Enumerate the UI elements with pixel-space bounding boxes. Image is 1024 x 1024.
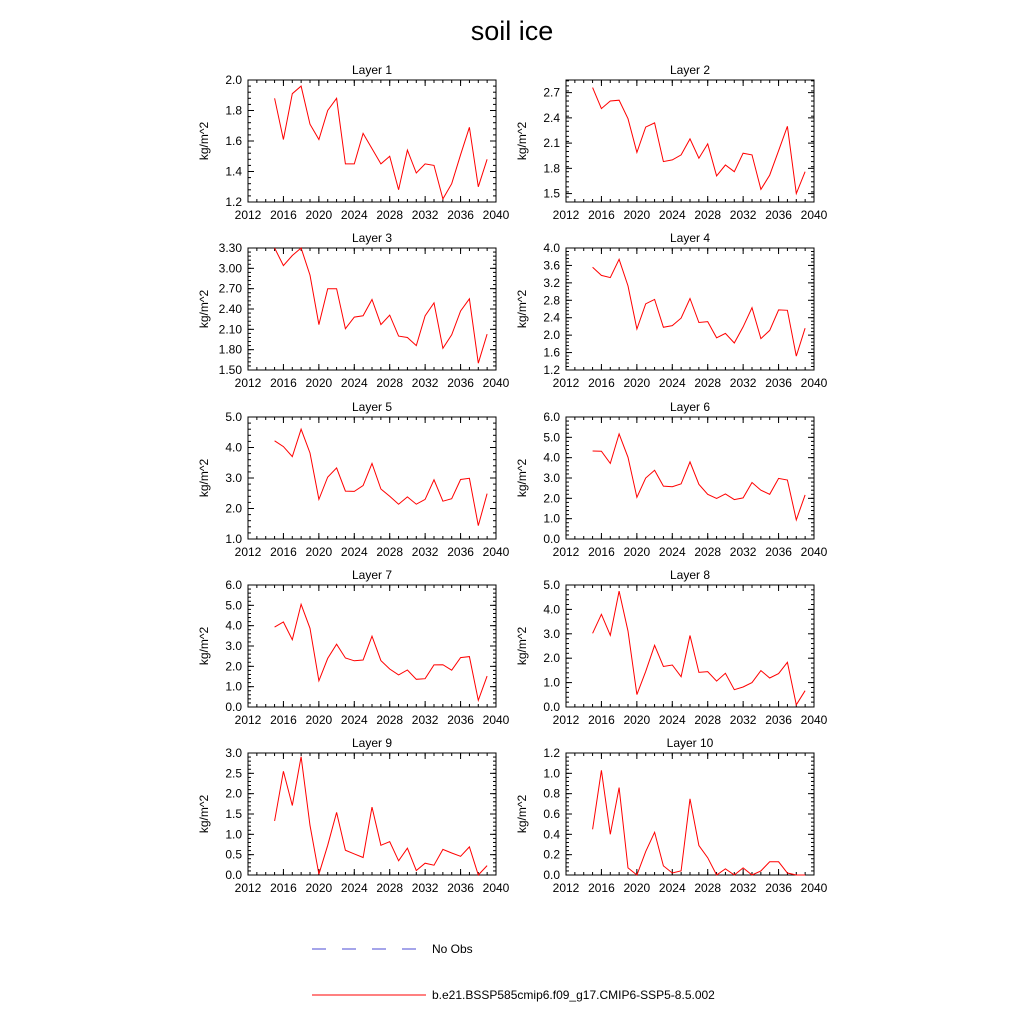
y-tick-label: 1.80 <box>218 342 242 357</box>
x-tick-label: 2028 <box>694 713 722 727</box>
y-tick-label: 2.0 <box>225 501 242 516</box>
y-tick-label: 3.0 <box>543 471 560 485</box>
plot-frame <box>248 80 496 202</box>
y-axis-label: kg/m^2 <box>515 121 529 161</box>
y-axis-label: kg/m^2 <box>515 794 529 834</box>
y-tick-label: 2.0 <box>543 328 560 343</box>
x-tick-label: 2016 <box>588 208 615 222</box>
x-tick-label: 2032 <box>411 545 439 559</box>
series-line <box>593 88 806 194</box>
plot-frame <box>248 417 496 539</box>
x-tick-label: 2040 <box>482 208 510 222</box>
x-tick-label: 2028 <box>694 545 722 559</box>
x-tick-label: 2032 <box>729 881 757 895</box>
x-tick-label: 2024 <box>340 713 368 727</box>
y-tick-label: 3.0 <box>225 471 242 485</box>
chart-panel-layer-8 <box>515 568 828 727</box>
y-tick-label: 2.70 <box>218 281 242 296</box>
x-tick-label: 2028 <box>376 713 404 727</box>
x-tick-label: 2036 <box>447 713 474 727</box>
y-axis-label: kg/m^2 <box>197 289 211 329</box>
x-tick-label: 2016 <box>270 881 297 895</box>
y-axis-label: kg/m^2 <box>515 289 529 329</box>
x-tick-label: 2024 <box>658 376 686 390</box>
y-tick-label: 3.00 <box>218 261 242 276</box>
y-tick-label: 2.4 <box>543 310 560 325</box>
x-tick-label: 2028 <box>376 545 404 559</box>
x-tick-label: 2016 <box>270 376 297 390</box>
x-tick-label: 2040 <box>800 881 828 895</box>
y-tick-label: 1.5 <box>543 186 560 201</box>
y-axis-label: kg/m^2 <box>197 458 211 498</box>
y-tick-label: 2.40 <box>218 302 242 316</box>
y-tick-label: 0.0 <box>225 868 242 882</box>
y-tick-label: 0.0 <box>543 700 560 714</box>
y-tick-label: 0.6 <box>543 807 560 821</box>
chart-panel-layer-2 <box>515 63 828 222</box>
y-tick-label: 0.0 <box>543 532 560 546</box>
series-line <box>275 248 488 363</box>
x-tick-label: 2036 <box>447 376 474 390</box>
y-tick-label: 2.0 <box>225 786 242 801</box>
chart-panel-layer-3 <box>197 231 510 390</box>
x-tick-label: 2024 <box>658 881 686 895</box>
x-tick-label: 2012 <box>552 881 580 895</box>
y-tick-label: 0.4 <box>543 827 560 842</box>
x-tick-label: 2028 <box>694 208 722 222</box>
y-tick-label: 5.0 <box>225 598 242 613</box>
y-tick-label: 3.0 <box>225 639 242 653</box>
x-tick-label: 2016 <box>270 713 297 727</box>
x-tick-label: 2024 <box>340 881 368 895</box>
series-line <box>593 434 806 520</box>
x-tick-label: 2020 <box>305 208 333 222</box>
y-tick-label: 6.0 <box>225 578 242 592</box>
y-axis-label: kg/m^2 <box>197 794 211 834</box>
x-tick-label: 2032 <box>411 881 439 895</box>
y-tick-label: 4.0 <box>543 450 560 465</box>
y-tick-label: 2.5 <box>225 766 242 781</box>
panel-title: Layer 3 <box>351 231 393 245</box>
plot-frame <box>566 417 814 539</box>
y-tick-label: 0.0 <box>225 700 242 714</box>
y-tick-label: 1.8 <box>225 103 242 118</box>
x-tick-label: 2040 <box>482 545 510 559</box>
x-tick-label: 2032 <box>729 713 757 727</box>
y-tick-label: 4.0 <box>543 241 560 255</box>
x-tick-label: 2020 <box>623 881 651 895</box>
series-line <box>275 429 488 525</box>
x-tick-label: 2032 <box>411 376 439 390</box>
panel-title: Layer 8 <box>669 568 711 582</box>
y-tick-label: 1.0 <box>225 679 242 694</box>
x-tick-label: 2012 <box>552 545 580 559</box>
x-tick-label: 2028 <box>376 376 404 390</box>
y-tick-label: 4.0 <box>543 602 560 617</box>
x-tick-label: 2028 <box>376 881 404 895</box>
y-tick-label: 1.2 <box>543 746 560 760</box>
panel-title: Layer 2 <box>669 63 711 77</box>
y-tick-label: 1.50 <box>218 363 242 377</box>
x-tick-label: 2040 <box>800 713 828 727</box>
x-tick-label: 2028 <box>694 376 722 390</box>
y-tick-label: 1.0 <box>225 532 242 546</box>
y-tick-label: 2.0 <box>225 659 242 674</box>
y-axis-label: kg/m^2 <box>197 121 211 161</box>
x-tick-label: 2012 <box>234 208 262 222</box>
x-tick-label: 2036 <box>765 376 792 390</box>
x-tick-label: 2040 <box>800 208 828 222</box>
legend-model-label: b.e21.BSSP585cmip6.f09_g17.CMIP6-SSP5-8.5.002 <box>432 988 715 1002</box>
y-tick-label: 5.0 <box>543 430 560 445</box>
y-tick-label: 1.2 <box>543 363 560 377</box>
x-tick-label: 2040 <box>800 376 828 390</box>
chart-panel-layer-7 <box>197 568 510 727</box>
panel-title: Layer 9 <box>351 736 393 750</box>
x-tick-label: 2012 <box>552 208 580 222</box>
y-tick-label: 1.0 <box>543 511 560 526</box>
panel-title: Layer 7 <box>351 568 393 582</box>
y-tick-label: 0.0 <box>543 868 560 882</box>
y-tick-label: 2.7 <box>543 85 560 100</box>
plot-frame <box>248 585 496 707</box>
plot-frame <box>248 753 496 875</box>
x-tick-label: 2016 <box>588 713 615 727</box>
x-tick-label: 2020 <box>623 713 651 727</box>
x-tick-label: 2036 <box>765 881 792 895</box>
series-line <box>275 604 488 700</box>
y-tick-label: 1.0 <box>543 766 560 781</box>
x-tick-label: 2036 <box>447 545 474 559</box>
y-tick-label: 2.8 <box>543 293 560 308</box>
y-tick-label: 3.0 <box>225 746 242 760</box>
x-tick-label: 2012 <box>234 376 262 390</box>
x-tick-label: 2016 <box>588 545 615 559</box>
x-tick-label: 2016 <box>588 881 615 895</box>
x-tick-label: 2016 <box>270 545 297 559</box>
y-tick-label: 5.0 <box>225 410 242 424</box>
y-tick-label: 2.0 <box>225 73 242 87</box>
y-axis-label: kg/m^2 <box>515 626 529 666</box>
y-axis-label: kg/m^2 <box>515 458 529 498</box>
y-tick-label: 3.0 <box>543 626 560 641</box>
x-tick-label: 2020 <box>623 545 651 559</box>
chart-panel-layer-10 <box>515 736 828 895</box>
chart-panel-layer-1 <box>197 63 510 222</box>
x-tick-label: 2028 <box>694 881 722 895</box>
y-tick-label: 4.0 <box>225 618 242 633</box>
x-tick-label: 2036 <box>765 713 792 727</box>
x-tick-label: 2032 <box>411 208 439 222</box>
x-tick-label: 2036 <box>765 545 792 559</box>
panel-title: Layer 10 <box>666 736 714 750</box>
page-title: soil ice <box>470 16 554 46</box>
y-tick-label: 5.0 <box>543 578 560 592</box>
series-line <box>593 770 806 875</box>
x-tick-label: 2032 <box>729 208 757 222</box>
y-tick-label: 3.2 <box>543 275 560 290</box>
x-tick-label: 2036 <box>447 208 474 222</box>
x-tick-label: 2012 <box>552 713 580 727</box>
x-tick-label: 2032 <box>729 545 757 559</box>
y-tick-label: 2.10 <box>218 322 242 337</box>
x-tick-label: 2024 <box>658 545 686 559</box>
x-tick-label: 2012 <box>234 545 262 559</box>
y-tick-label: 6.0 <box>543 410 560 424</box>
x-tick-label: 2040 <box>482 713 510 727</box>
y-tick-label: 0.5 <box>225 847 242 862</box>
x-tick-label: 2020 <box>305 881 333 895</box>
x-tick-label: 2024 <box>340 208 368 222</box>
chart-panel-layer-5 <box>197 400 510 559</box>
plot-frame <box>566 585 814 707</box>
x-tick-label: 2020 <box>305 545 333 559</box>
y-tick-label: 3.30 <box>218 241 242 255</box>
x-tick-label: 2040 <box>800 545 828 559</box>
x-tick-label: 2020 <box>623 208 651 222</box>
y-tick-label: 2.0 <box>543 651 560 666</box>
y-tick-label: 2.1 <box>543 136 560 151</box>
x-tick-label: 2012 <box>234 881 262 895</box>
x-tick-label: 2024 <box>658 208 686 222</box>
series-line <box>593 259 806 356</box>
x-tick-label: 2040 <box>482 881 510 895</box>
x-tick-label: 2016 <box>588 376 615 390</box>
y-tick-label: 1.0 <box>225 827 242 842</box>
legend-obs-label: No Obs <box>432 942 473 956</box>
y-tick-label: 3.6 <box>543 258 560 273</box>
y-tick-label: 0.8 <box>543 786 560 801</box>
plot-frame <box>566 753 814 875</box>
chart-panel-layer-9 <box>197 736 510 895</box>
plot-frame <box>566 80 814 202</box>
x-tick-label: 2024 <box>658 713 686 727</box>
panel-title: Layer 4 <box>669 231 711 245</box>
y-tick-label: 1.4 <box>225 164 242 179</box>
series-line <box>593 591 806 705</box>
plot-frame <box>248 248 496 370</box>
y-axis-label: kg/m^2 <box>197 626 211 666</box>
x-tick-label: 2020 <box>623 376 651 390</box>
x-tick-label: 2024 <box>340 545 368 559</box>
panel-title: Layer 1 <box>351 63 393 77</box>
series-line <box>275 86 488 199</box>
y-tick-label: 1.2 <box>225 195 242 209</box>
y-tick-label: 0.2 <box>543 847 560 862</box>
x-tick-label: 2012 <box>552 376 580 390</box>
series-line <box>275 757 488 875</box>
panel-title: Layer 6 <box>669 400 711 414</box>
panel-title: Layer 5 <box>351 400 393 414</box>
y-tick-label: 4.0 <box>225 440 242 455</box>
chart-panel-layer-4 <box>515 231 828 390</box>
x-tick-label: 2032 <box>411 713 439 727</box>
chart-panel-layer-6 <box>515 400 828 559</box>
x-tick-label: 2028 <box>376 208 404 222</box>
y-tick-label: 1.0 <box>543 675 560 690</box>
x-tick-label: 2016 <box>270 208 297 222</box>
y-tick-label: 1.8 <box>543 161 560 176</box>
y-tick-label: 2.0 <box>543 491 560 506</box>
x-tick-label: 2020 <box>305 376 333 390</box>
y-tick-label: 1.5 <box>225 807 242 821</box>
y-tick-label: 1.6 <box>225 134 242 148</box>
x-tick-label: 2020 <box>305 713 333 727</box>
x-tick-label: 2036 <box>447 881 474 895</box>
x-tick-label: 2040 <box>482 376 510 390</box>
y-tick-label: 2.4 <box>543 110 560 125</box>
x-tick-label: 2036 <box>765 208 792 222</box>
x-tick-label: 2012 <box>234 713 262 727</box>
x-tick-label: 2032 <box>729 376 757 390</box>
y-tick-label: 1.6 <box>543 345 560 360</box>
plot-frame <box>566 248 814 370</box>
x-tick-label: 2024 <box>340 376 368 390</box>
